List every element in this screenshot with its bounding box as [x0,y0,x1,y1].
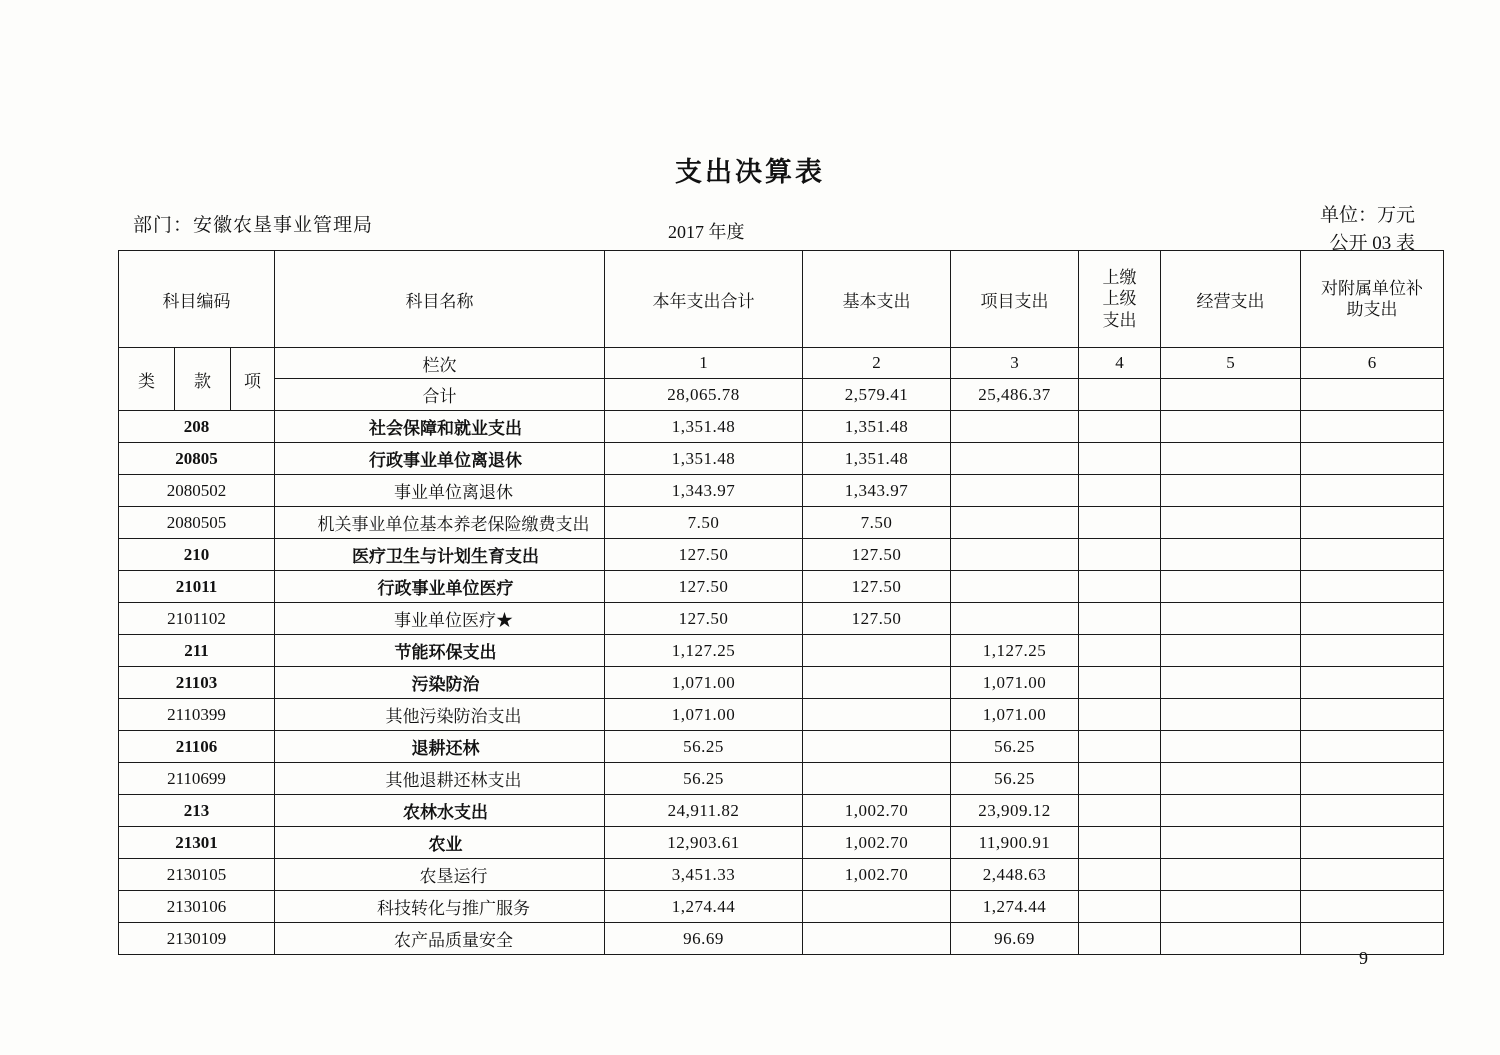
row-value-5 [1161,891,1301,923]
row-name: 事业单位离退休 [275,475,605,507]
table-row [119,795,1444,827]
lanci-label: 栏次 [275,348,605,379]
table-row [119,443,1444,475]
row-value-2: 7.50 [803,507,951,539]
department-label: 部门： [133,215,194,236]
row-value-4 [1079,699,1161,731]
row-value-5 [1161,475,1301,507]
total-value-3: 25,486.37 [951,379,1079,411]
row-value-6 [1301,827,1444,859]
row-value-1: 1,351.48 [605,443,803,475]
row-code: 2080505 [119,507,275,539]
row-code: 210 [119,539,275,571]
lanci-num-1: 1 [605,348,803,379]
row-code: 2080502 [119,475,275,507]
row-value-5 [1161,571,1301,603]
department-line [133,210,373,237]
row-value-4 [1079,667,1161,699]
total-row [119,379,1444,411]
row-value-6 [1301,475,1444,507]
row-name: 机关事业单位基本养老保险缴费支出 [275,507,605,539]
row-value-3: 1,071.00 [951,667,1079,699]
row-name: 行政事业单位医疗 [275,571,605,603]
sheet-number: 公开 03 表 [1329,233,1415,254]
lanci-num-5: 5 [1161,348,1301,379]
row-value-2: 1,002.70 [803,827,951,859]
total-value-1: 28,065.78 [605,379,803,411]
header-col-total: 本年支出合计 [605,251,803,348]
row-value-4 [1079,539,1161,571]
row-name: 农垦运行 [275,859,605,891]
header-col-upper-remit-line3: 支出 [1102,310,1137,330]
row-value-4 [1079,859,1161,891]
row-value-2 [803,699,951,731]
row-code: 2110399 [119,699,275,731]
row-value-1: 1,274.44 [605,891,803,923]
total-label: 合计 [275,379,605,411]
row-value-4 [1079,507,1161,539]
row-value-1: 96.69 [605,923,803,955]
header-name-group: 科目名称 [275,251,605,348]
row-value-2 [803,667,951,699]
row-value-2 [803,891,951,923]
row-name: 污染防治 [275,667,605,699]
row-value-1: 1,343.97 [605,475,803,507]
unit-note: 单位：万元 [1319,205,1415,226]
row-value-3 [951,411,1079,443]
header-sub-xiang: 项 [231,348,275,411]
row-name: 其他退耕还林支出 [275,763,605,795]
row-value-3: 1,071.00 [951,699,1079,731]
row-value-3 [951,571,1079,603]
row-value-6 [1301,923,1444,955]
table-row [119,571,1444,603]
table-row [119,635,1444,667]
row-value-2 [803,731,951,763]
table-row [119,603,1444,635]
row-name: 医疗卫生与计划生育支出 [275,539,605,571]
row-value-3: 56.25 [951,763,1079,795]
row-value-1: 56.25 [605,763,803,795]
row-name: 其他污染防治支出 [275,699,605,731]
department-name: 安徽农垦事业管理局 [193,215,374,236]
row-value-3 [951,539,1079,571]
row-value-2: 1,343.97 [803,475,951,507]
row-name: 农业 [275,827,605,859]
row-value-1: 127.50 [605,539,803,571]
table-row [119,699,1444,731]
row-value-6 [1301,603,1444,635]
row-value-3: 11,900.91 [951,827,1079,859]
row-value-5 [1161,699,1301,731]
row-value-3 [951,507,1079,539]
row-value-4 [1079,603,1161,635]
row-value-1: 3,451.33 [605,859,803,891]
total-value-2: 2,579.41 [803,379,951,411]
row-value-4 [1079,795,1161,827]
header-col-project: 项目支出 [951,251,1079,348]
row-value-3: 23,909.12 [951,795,1079,827]
total-value-4 [1079,379,1161,411]
header-col-upper-remit [1079,251,1161,348]
lanci-num-6: 6 [1301,348,1444,379]
row-value-4 [1079,635,1161,667]
total-value-6 [1301,379,1444,411]
row-value-2: 127.50 [803,571,951,603]
row-value-5 [1161,603,1301,635]
row-value-6 [1301,667,1444,699]
total-value-5 [1161,379,1301,411]
row-value-5 [1161,635,1301,667]
page-title: 支出决算表 [675,157,825,187]
row-value-4 [1079,731,1161,763]
row-value-4 [1079,443,1161,475]
table-row [119,891,1444,923]
row-value-3: 2,448.63 [951,859,1079,891]
row-value-4 [1079,411,1161,443]
header-code-group: 科目编码 [119,251,275,348]
row-code: 20805 [119,443,275,475]
table-row [119,507,1444,539]
row-value-5 [1161,443,1301,475]
row-value-3 [951,443,1079,475]
row-value-5 [1161,827,1301,859]
lanci-num-4: 4 [1079,348,1161,379]
row-value-4 [1079,763,1161,795]
table-row [119,731,1444,763]
row-name: 农林水支出 [275,795,605,827]
row-code: 21301 [119,827,275,859]
row-value-3: 1,274.44 [951,891,1079,923]
row-code: 2130106 [119,891,275,923]
table-row [119,827,1444,859]
header-col-subsidy-line1: 对附属单位补 [1321,278,1423,298]
lanci-num-3: 3 [951,348,1079,379]
table-row [119,539,1444,571]
row-code: 2130109 [119,923,275,955]
row-value-3 [951,475,1079,507]
header-col-basic: 基本支出 [803,251,951,348]
row-name: 事业单位医疗★ [275,603,605,635]
row-value-2: 127.50 [803,539,951,571]
row-value-2: 1,351.48 [803,443,951,475]
row-code: 211 [119,635,275,667]
row-name: 退耕还林 [275,731,605,763]
row-value-2: 1,002.70 [803,859,951,891]
row-value-4 [1079,571,1161,603]
row-value-1: 1,127.25 [605,635,803,667]
lanci-num-2: 2 [803,348,951,379]
header-col-upper-remit-line1: 上缴 [1102,268,1137,288]
row-value-2: 1,002.70 [803,795,951,827]
table-row [119,475,1444,507]
row-value-5 [1161,859,1301,891]
row-value-5 [1161,539,1301,571]
table-row [119,411,1444,443]
row-value-4 [1079,891,1161,923]
row-name: 节能环保支出 [275,635,605,667]
row-value-6 [1301,763,1444,795]
row-code: 213 [119,795,275,827]
row-name: 农产品质量安全 [275,923,605,955]
row-value-6 [1301,443,1444,475]
table-row [119,667,1444,699]
row-value-1: 12,903.61 [605,827,803,859]
row-value-1: 127.50 [605,571,803,603]
row-code: 2130105 [119,859,275,891]
row-value-2: 1,351.48 [803,411,951,443]
header-col-subsidy [1301,251,1444,348]
table-row [119,923,1444,955]
row-value-5 [1161,411,1301,443]
row-value-3: 96.69 [951,923,1079,955]
row-value-5 [1161,923,1301,955]
row-value-1: 7.50 [605,507,803,539]
row-value-1: 24,911.82 [605,795,803,827]
row-code: 2110699 [119,763,275,795]
row-value-6 [1301,731,1444,763]
row-value-6 [1301,859,1444,891]
row-code: 21106 [119,731,275,763]
row-value-2 [803,923,951,955]
row-code: 2101102 [119,603,275,635]
row-code: 21011 [119,571,275,603]
row-value-6 [1301,539,1444,571]
expenditure-table [118,250,1444,955]
row-value-1: 56.25 [605,731,803,763]
row-value-5 [1161,507,1301,539]
row-value-3: 56.25 [951,731,1079,763]
row-value-3 [951,603,1079,635]
row-value-6 [1301,571,1444,603]
row-value-5 [1161,763,1301,795]
row-value-6 [1301,411,1444,443]
row-name: 科技转化与推广服务 [275,891,605,923]
row-value-1: 1,071.00 [605,699,803,731]
row-value-2: 127.50 [803,603,951,635]
row-value-6 [1301,795,1444,827]
row-value-4 [1079,475,1161,507]
header-sub-lei: 类 [119,348,175,411]
row-value-6 [1301,699,1444,731]
row-code: 21103 [119,667,275,699]
row-value-6 [1301,635,1444,667]
page-number: 9 [1359,948,1368,968]
row-value-6 [1301,891,1444,923]
row-value-1: 127.50 [605,603,803,635]
row-value-1: 1,351.48 [605,411,803,443]
header-col-business: 经营支出 [1161,251,1301,348]
header-sub-kuan: 款 [175,348,231,411]
row-value-5 [1161,667,1301,699]
row-value-4 [1079,827,1161,859]
row-value-2 [803,635,951,667]
row-value-4 [1079,923,1161,955]
row-value-2 [803,763,951,795]
row-value-5 [1161,731,1301,763]
row-name: 行政事业单位离退休 [275,443,605,475]
header-col-upper-remit-line2: 上级 [1102,289,1137,309]
row-value-1: 1,071.00 [605,667,803,699]
row-value-5 [1161,795,1301,827]
table-row [119,763,1444,795]
row-value-3: 1,127.25 [951,635,1079,667]
row-code: 208 [119,411,275,443]
table-row [119,859,1444,891]
row-name: 社会保障和就业支出 [275,411,605,443]
row-value-6 [1301,507,1444,539]
fiscal-year: 2017 年度 [668,222,745,242]
header-col-subsidy-line2: 助支出 [1346,300,1398,319]
